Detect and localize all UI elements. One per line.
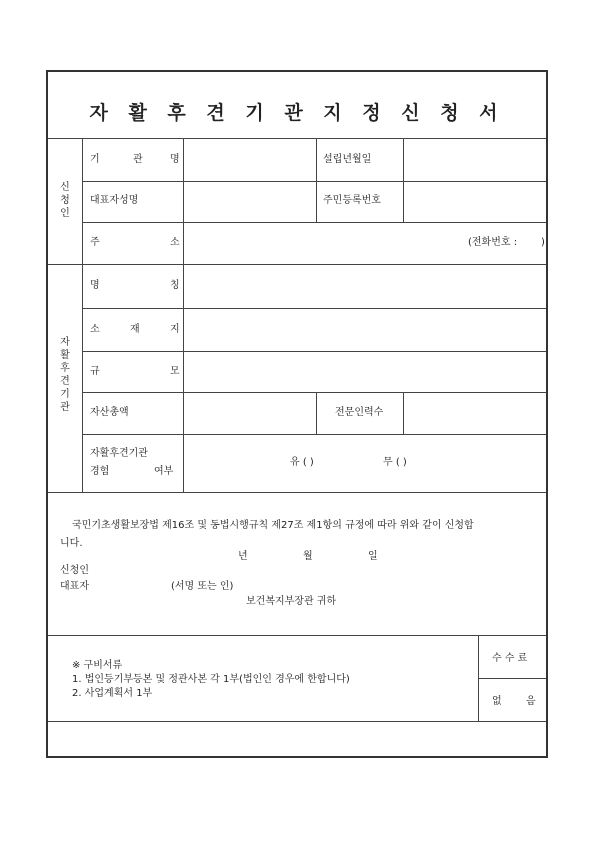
founding-date-label: 설립년월일 [323, 154, 372, 165]
yes-option[interactable]: 유 ( ) [290, 457, 314, 468]
rrn-label: 주민등록번호 [323, 195, 381, 206]
date-year: 년 [238, 551, 248, 562]
agency-section-label: 자 활 후 견 기 관 [60, 337, 70, 413]
divider [403, 392, 404, 434]
divider [183, 264, 184, 492]
required-doc-2: 2. 사업계획서 1부 [72, 688, 153, 699]
divider [82, 222, 546, 223]
fee-value-1: 없 [492, 696, 502, 707]
experts-label: 전문인력수 [335, 407, 384, 418]
date-day: 일 [368, 551, 378, 562]
location-label-2: 재 [130, 324, 140, 335]
no-option[interactable]: 무 ( ) [383, 457, 407, 468]
applicant-sign-label: 신청인 [60, 565, 89, 576]
divider [82, 181, 546, 182]
org-name-label-3: 명 [170, 154, 180, 165]
divider [316, 138, 317, 222]
location-label-1: 소 [90, 324, 100, 335]
date-month: 월 [303, 551, 313, 562]
divider [478, 678, 546, 679]
declaration-line-1: 국민기초생활보장법 제16조 및 동법시행규칙 제27조 제1항의 규정에 따라 위와 같이 신청합 [72, 520, 474, 531]
scale-label-2: 모 [170, 366, 180, 377]
form-title: 자 활 후 견 기 관 지 정 신 청 서 [89, 102, 505, 124]
assets-label: 자산총액 [90, 407, 129, 418]
divider [48, 721, 546, 722]
org-name-label-1: 기 [90, 154, 100, 165]
divider [82, 308, 546, 309]
phone-label: (전화번호 : [468, 237, 518, 248]
experience-label-1: 자활후견기관 [90, 448, 148, 459]
agency-name-label-2: 칭 [170, 280, 180, 291]
divider [478, 635, 479, 721]
fee-label: 수 수 료 [492, 653, 528, 664]
experience-label-2b: 여부 [154, 466, 174, 477]
application-form [46, 70, 548, 758]
experience-label-2a: 경험 [90, 466, 110, 477]
divider [183, 138, 184, 222]
divider [48, 635, 546, 636]
sign-note: (서명 또는 인) [171, 581, 234, 592]
divider [48, 492, 546, 493]
fee-value-2: 음 [526, 696, 536, 707]
agency-name-label-1: 명 [90, 280, 100, 291]
address-label-2: 소 [170, 237, 180, 248]
divider [82, 392, 546, 393]
required-doc-1: 1. 법인등기부등본 및 정관사본 각 1부(법인인 경우에 한합니다) [72, 674, 350, 685]
phone-close: ) [541, 237, 545, 248]
divider [316, 392, 317, 434]
required-docs-title: ※ 구비서류 [72, 660, 123, 671]
divider [48, 138, 546, 139]
divider [403, 138, 404, 222]
divider [82, 138, 83, 492]
divider [48, 264, 546, 265]
applicant-section-label: 신 청 인 [60, 182, 70, 219]
location-label-3: 지 [170, 324, 180, 335]
divider [82, 434, 546, 435]
address-label-1: 주 [90, 237, 100, 248]
declaration-line-2: 니다. [60, 538, 83, 549]
divider [82, 351, 546, 352]
rep-name-label: 대표자성명 [90, 195, 139, 206]
addressee: 보건복지부장관 귀하 [246, 596, 337, 607]
rep-sign-label: 대표자 [60, 581, 89, 592]
scale-label-1: 규 [90, 366, 100, 377]
divider [183, 222, 184, 264]
org-name-label-2: 관 [133, 154, 143, 165]
